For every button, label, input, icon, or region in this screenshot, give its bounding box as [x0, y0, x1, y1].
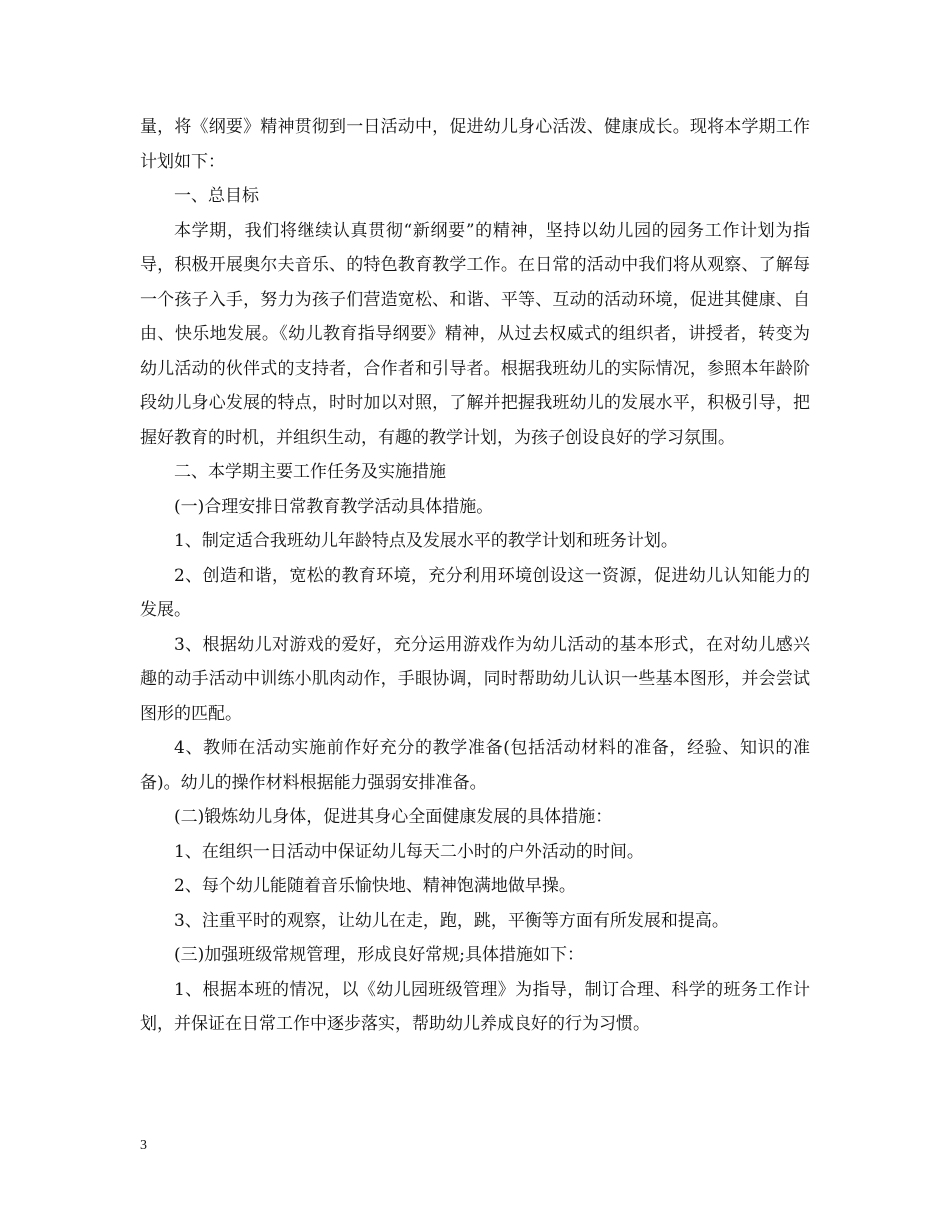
paragraph: 4、教师在活动实施前作好充分的教学准备(包括活动材料的准备，经验、知识的准备)。幼儿的操作材料根据能力强弱安排准备。 — [140, 738, 810, 793]
paragraph: 量，将《纲要》精神贯彻到一日活动中，促进幼儿身心活泼、健康成长。现将本学期工作计划如下： — [140, 117, 810, 172]
paragraph: 1、根据本班的情况，以《幼儿园班级管理》为指导，制订合理、科学的班务工作计划，并保证在日常工作中逐步落实，帮助幼儿养成良好的行为习惯。 — [140, 979, 810, 1034]
paragraph: 二、本学期主要工作任务及实施措施 — [174, 462, 446, 482]
paragraph: 2、每个幼儿能随着音乐愉快地、精神饱满地做早操。 — [174, 876, 576, 896]
paragraph: 3、注重平时的观察，让幼儿在走，跑，跳，平衡等方面有所发展和提高。 — [174, 910, 729, 931]
paragraph: (二)锻炼幼儿身体，促进其身心全面健康发展的具体措施： — [174, 807, 613, 827]
paragraph: 1、制定适合我班幼儿年龄特点及发展水平的教学计划和班务计划。 — [174, 531, 678, 551]
paragraph: 一、总目标 — [174, 186, 259, 206]
paragraph: (一)合理安排日常教育教学活动具体措施。 — [174, 496, 494, 517]
page-number: 3 — [140, 1138, 147, 1153]
paragraph: 本学期，我们将继续认真贯彻“新纲要”的精神，坚持以幼儿园的园务工作计划为指导，积极开展奥尔夫音乐、的特色教育教学工作。在日常的活动中我们将从观察、了解每一个孩子入手，努力为孩子们营造宽松、和谐、平等、互动的活动环境，促进其健康、自由、快乐地发展。《幼儿教育指导纲要》精神，从过去权威式的组织者，讲授者，转变为幼儿活动的伙伴式的支持者，合作者和引导者。根据我班幼儿的实际情况，参照本年龄阶段幼儿身心发展的特点，时时加以对照，了解并把握我班幼儿的发展水平，积极引导，把握好教育的时机，并组织生动，有趣的教学计划，为孩子创设良好的学习氛围。 — [140, 220, 810, 448]
paragraph: (三)加强班级常规管理，形成良好常规;具体措施如下： — [174, 945, 584, 965]
paragraph: 2、创造和谐，宽松的教育环境，充分利用环境创设这一资源，促进幼儿认知能力的发展。 — [140, 565, 810, 620]
paragraph: 1、在组织一日活动中保证幼儿每天二小时的户外活动的时间。 — [174, 841, 644, 862]
paragraph: 3、根据幼儿对游戏的爱好，充分运用游戏作为幼儿活动的基本形式，在对幼儿感兴趣的动手活动中训练小肌肉动作，手眼协调，同时帮助幼儿认识一些基本图形，并会尝试图形的匹配。 — [140, 634, 810, 724]
document-body — [140, 110, 810, 1042]
